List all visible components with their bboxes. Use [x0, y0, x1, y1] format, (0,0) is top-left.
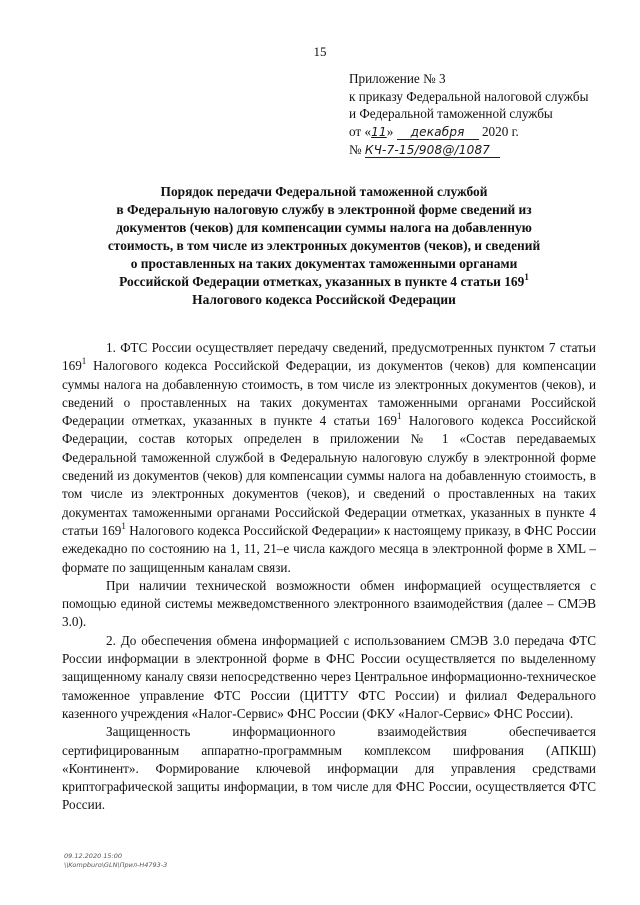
appendix-number-line: № КЧ-7-15/908@/1087 — [349, 141, 609, 159]
footer-timestamp: 09.12.2020 15:00 — [64, 852, 123, 860]
handwritten-day: 11 — [371, 124, 387, 139]
paragraph-3: 2. До обеспечения обмена информацией с использованием СМЭВ 3.0 передача ФТС России информации в электронной форме в ФНС России осуществляется по выделенному защищенному каналу связи непосредственно через Центральное информационно-техническое таможенное управление ФТС России (ЦИТТУ ФТС России) и филиал Федерального казенного учреждения «Налог-Сервис» ФНС России (ФКУ «Налог-Сервис» ФНС России). — [62, 632, 596, 721]
footer-file-path: \\Kompburo\GLN\Прил-Н4793-3 — [64, 860, 168, 869]
document-title: Порядок передачи Федеральной таможенной службой в Федеральную налоговую службу в электронной форме сведений из документов (чеков) для компенсации суммы налога на добавленную стоимость, в том числе из электронных документов (чеков), и сведений о проставленных на таких документах таможенными органами Российской Федерации отметках, указанных в пункте 4 статьи $169^1$ Налогового кодекса Российской Федерации — [107, 184, 541, 307]
appendix-order-line: к приказу Федеральной налоговой службы — [349, 88, 589, 104]
appendix-date-line: от «11» декабря 2020 г. — [349, 123, 519, 139]
appendix-order-line-2: и Федеральной таможенной службы — [349, 106, 553, 121]
paragraph-2: При наличии технической возможности обмен информацией осуществляется с помощью единой системы межведомственного электронного взаимодействия (далее – СМЭВ 3.0). — [62, 577, 596, 630]
page-number: 15 — [313, 44, 327, 59]
appendix-block — [349, 70, 609, 159]
handwritten-month: декабря — [397, 126, 479, 140]
appendix-year: 2020 г. — [481, 123, 519, 139]
paragraph-1: 1. ФТС России осуществляет передачу сведений, предусмотренных пунктом 7 статьи $169^1$ Налогового кодекса Российской Федерации, из документов (чеков) для компенсации суммы налога на добавленную стоимость, в том числе из электронных документов (чеков), и сведений о проставленных на таких документах таможенными органами Российской Федерации отметках, указанных в пункте 4 статьи $169^1$ Налогового кодекса Российской Федерации, состав которых определен в приложении № 1 «Состав передаваемых Федеральной таможенной службой в Федеральную налоговую службу в электронной форме сведений из документов (чеков) для компенсации суммы налога на добавленную стоимость, в том числе из электронных документов (чеков), и сведений о проставленных на таких документах таможенными органами Российской Федерации отметках, указанных в пункте 4 статьи $169^1$ Налогового кодекса Российской Федерации» к настоящему приказу, в ФНС России ежедекадно по состоянию на 1, 11, 21–е числа каждого месяца в электронной форме в XML – формате по защищенным каналам связи. — [62, 340, 597, 575]
document-body — [62, 339, 596, 815]
handwritten-number: КЧ-7-15/908@/1087 — [365, 144, 500, 158]
appendix-title: Приложение № 3 — [349, 71, 446, 86]
file-footer — [64, 852, 167, 869]
paragraph-4: Защищенность информационного взаимодействия обеспечивается сертифицированным аппаратно-программным комплексом шифрования (АПКШ) «Континент». Формирование ключевой информации для управления средствами криптографической защиты информации, в том числе для ФНС России, осуществляется ФТС России. — [62, 724, 596, 813]
